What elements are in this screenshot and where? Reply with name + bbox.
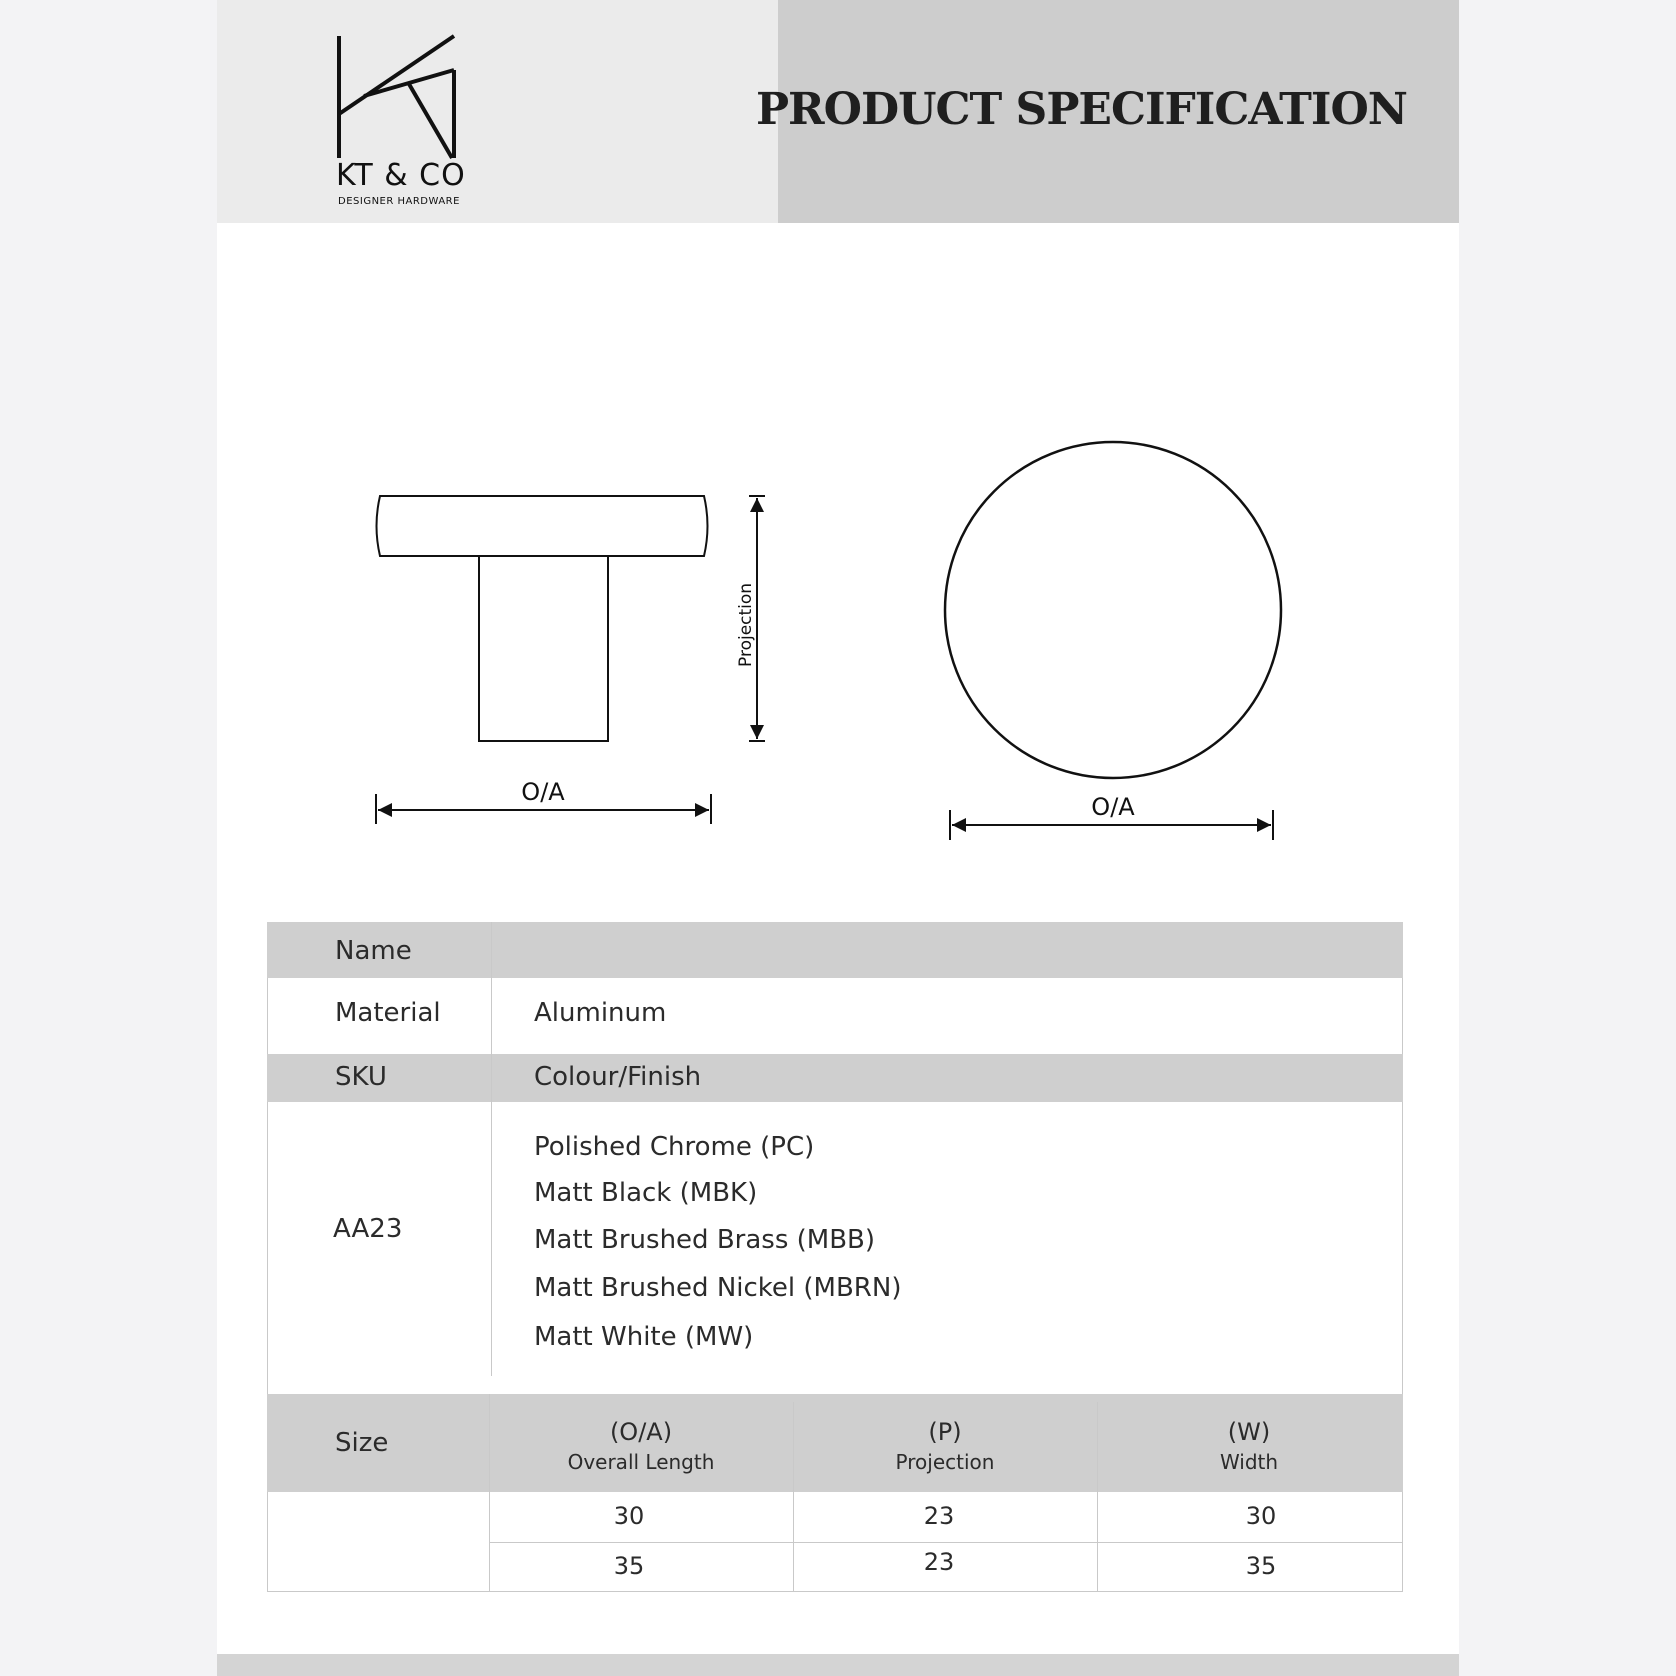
finish-item: Matt Brushed Nickel (MBRN) bbox=[534, 1273, 902, 1303]
size-row bbox=[267, 1542, 1403, 1592]
size-col-code: (P) bbox=[928, 1418, 962, 1446]
size-col-code: (W) bbox=[1227, 1418, 1271, 1446]
page-title: PRODUCT SPECIFICATION bbox=[755, 84, 1407, 135]
projection-dimension-label: Projection bbox=[736, 582, 756, 667]
name-label: Name bbox=[335, 936, 412, 966]
material-value: Aluminum bbox=[534, 998, 667, 1028]
sku-header-row bbox=[267, 1054, 1403, 1102]
material-row bbox=[267, 978, 1403, 1054]
size-col-width bbox=[1097, 1418, 1401, 1474]
spec-sheet bbox=[217, 0, 1459, 1676]
size-label: Size bbox=[335, 1428, 389, 1458]
finish-item: Matt Brushed Brass (MBB) bbox=[534, 1225, 876, 1255]
size-value: 35 bbox=[613, 1552, 645, 1580]
logo-name: KT & CO bbox=[336, 158, 466, 193]
spec-table bbox=[267, 922, 1403, 1592]
finish-item: Matt Black (MBK) bbox=[534, 1178, 758, 1208]
name-row bbox=[267, 922, 1403, 978]
sku-finish-row bbox=[267, 1102, 1403, 1376]
sku-label: SKU bbox=[335, 1062, 387, 1092]
front-view bbox=[945, 442, 1281, 840]
sku-value: AA23 bbox=[333, 1214, 403, 1244]
size-col-desc: Projection bbox=[895, 1450, 995, 1474]
size-value: 23 bbox=[923, 1502, 955, 1530]
size-row bbox=[267, 1492, 1403, 1542]
size-value: 35 bbox=[1245, 1552, 1277, 1580]
logo-tagline: DESIGNER HARDWARE bbox=[338, 196, 460, 207]
front-oa-dimension-label: O/A bbox=[1091, 793, 1135, 821]
side-oa-dimension-label: O/A bbox=[521, 778, 565, 806]
size-col-projection bbox=[793, 1418, 1097, 1474]
finish-label: Colour/Finish bbox=[534, 1062, 702, 1092]
finish-item: Polished Chrome (PC) bbox=[534, 1132, 815, 1162]
finish-item: Matt White (MW) bbox=[534, 1322, 754, 1352]
size-col-overall-length bbox=[489, 1418, 793, 1474]
size-value: 30 bbox=[613, 1502, 645, 1530]
size-value: 23 bbox=[923, 1548, 955, 1576]
size-col-code: (O/A) bbox=[609, 1418, 673, 1446]
size-col-desc: Width bbox=[1219, 1450, 1279, 1474]
size-col-desc: Overall Length bbox=[567, 1450, 715, 1474]
material-label: Material bbox=[335, 998, 441, 1028]
size-header-row bbox=[267, 1394, 1403, 1492]
side-view bbox=[376, 496, 765, 824]
technical-drawing bbox=[217, 0, 1459, 880]
size-value: 30 bbox=[1245, 1502, 1277, 1530]
footer-bar bbox=[217, 1654, 1459, 1676]
